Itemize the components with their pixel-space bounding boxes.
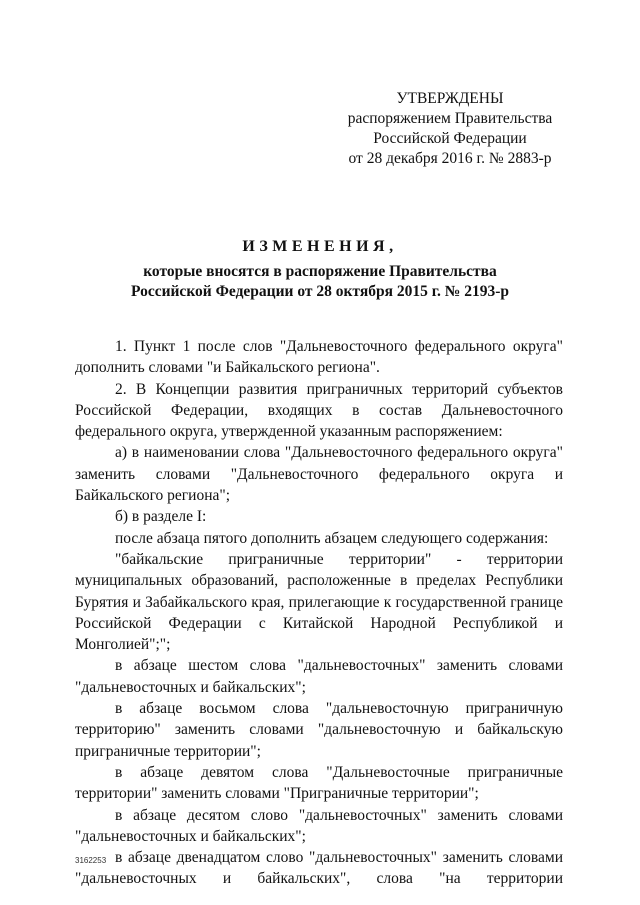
paragraph-3: а) в наименовании слова "Дальневосточного федерального округа" заменить словами "Дальневосточного федерального округа и Байкальского региона";	[75, 444, 563, 505]
paragraph-2: 2. В Концепции развития приграничных территорий субъектов Российской Федерации, входящих в состав Дальневосточного федерального округа, утвержденной указанным распоряжением:	[75, 380, 563, 441]
paragraph-6: "байкальские приграничные территории" - территории муниципальных образований, расположенные в пределах Республики Бурятия и Забайкальского края, прилегающие к государственной границе Российской Федерации с Китайской Народной Республикой и Монголией";";	[75, 550, 563, 654]
paragraph-9: в абзаце девятом слова "Дальневосточные приграничные территории" заменить словами "Приграничные территории";	[75, 763, 563, 803]
paragraph-5: после абзаца пятого дополнить абзацем следующего содержания:	[115, 529, 549, 547]
approval-line-3: от 28 декабря 2016 г. № 2883-р	[348, 150, 552, 167]
document-subtitle	[75, 262, 565, 302]
paragraph-4: б) в разделе I:	[115, 508, 207, 526]
approval-line-1: распоряжением Правительства	[347, 110, 553, 127]
paragraph-8: в абзаце восьмом слова "дальневосточную приграничную территорию" заменить словами "дальневосточную и байкальскую приграничные территории";	[75, 700, 563, 760]
approval-block	[330, 89, 570, 169]
document-title: ИЗМЕНЕНИЯ,	[242, 238, 398, 255]
subtitle-line-2: Российской Федерации от 28 октября 2015 г. № 2193-р	[130, 283, 510, 300]
document-body	[75, 336, 563, 890]
paragraph-10: в абзаце десятом слово "дальневосточных" заменить словами "дальневосточных и байкальских";	[75, 806, 563, 845]
document-number: 3162253	[75, 856, 107, 865]
paragraph-11: в абзаце двенадцатом слово "дальневосточных" заменить словами "дальневосточных и байкальских", слова "на территории	[75, 849, 563, 888]
approval-line-2: Российской Федерации	[373, 130, 527, 147]
subtitle-line-1: которые вносятся в распоряжение Правительства	[143, 263, 497, 280]
paragraph-7: в абзаце шестом слова "дальневосточных" заменить словами "дальневосточных и байкальских";	[75, 657, 563, 696]
approval-heading: УТВЕРЖДЕНЫ	[396, 90, 504, 107]
paragraph-1: 1. Пункт 1 после слов "Дальневосточного федерального округа" дополнить словами "и Байкальского региона".	[75, 338, 563, 377]
